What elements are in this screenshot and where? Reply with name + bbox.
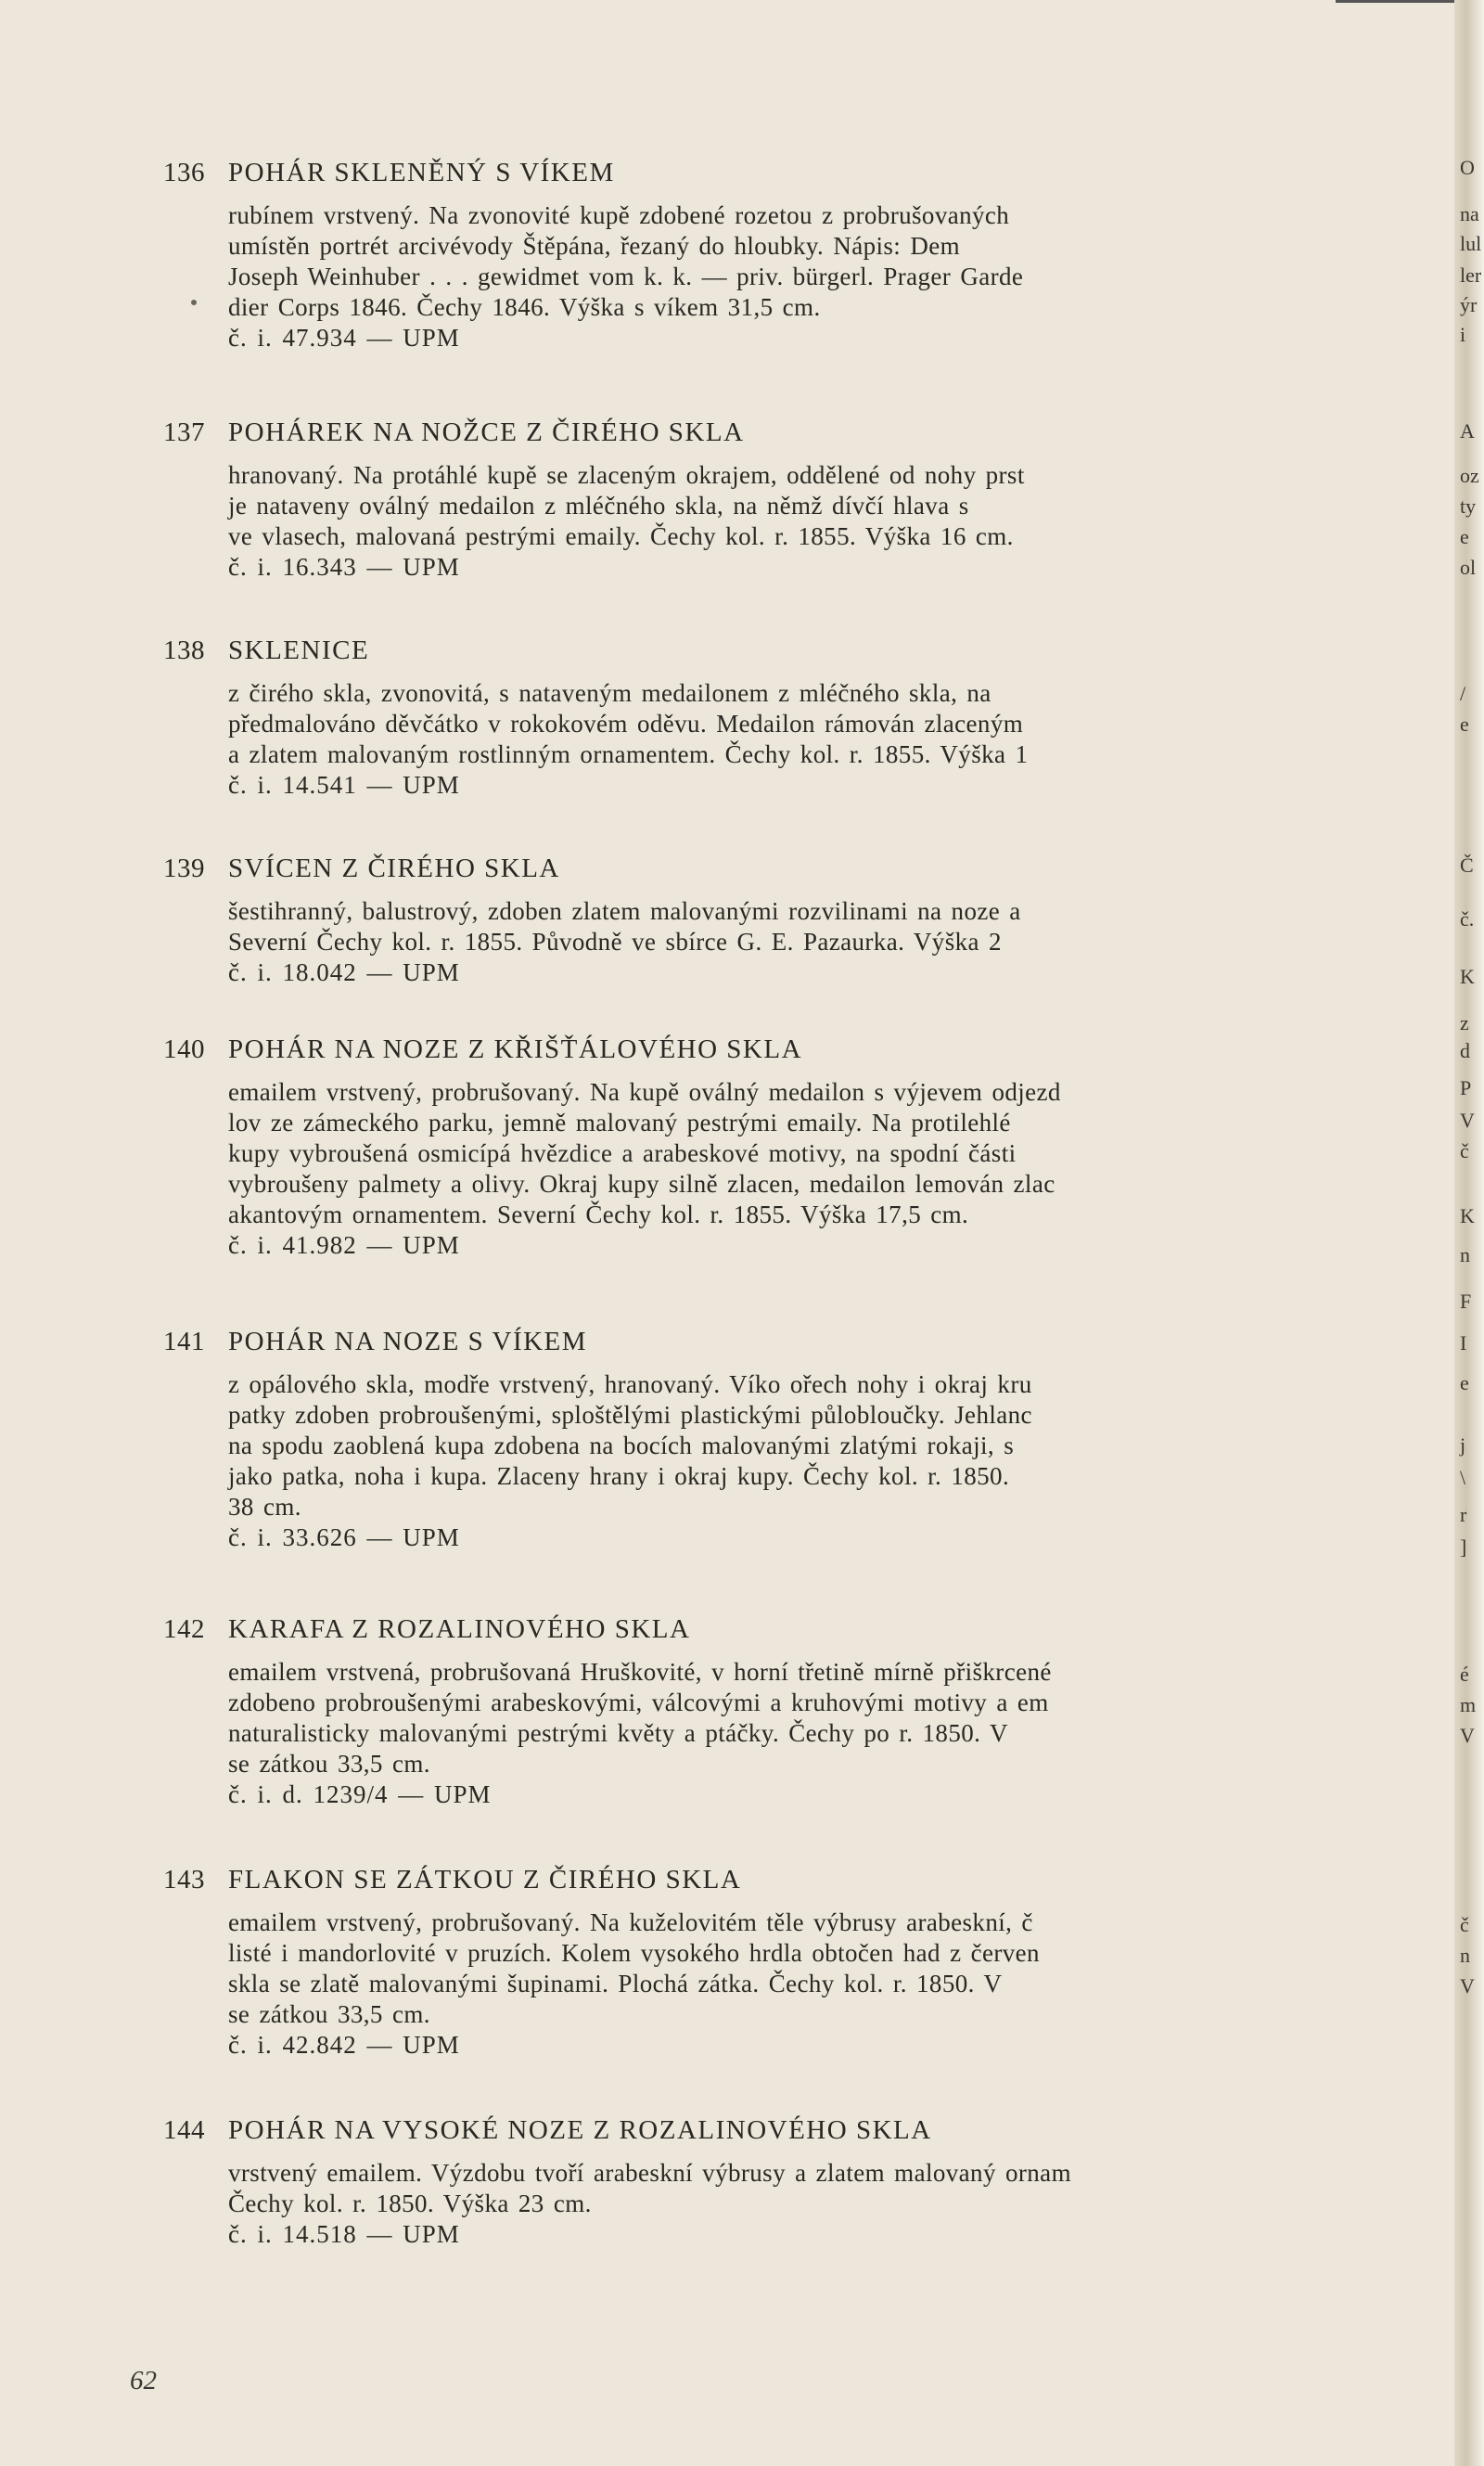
description-line: Čechy kol. r. 1850. Výška 23 cm. (228, 2190, 592, 2217)
description-line: dier Corps 1846. Čechy 1846. Výška s víkem 31,5 cm. (228, 293, 821, 321)
margin-fragment: / (1460, 682, 1466, 705)
entry-title: SKLENICE (228, 636, 370, 665)
entry-description (228, 200, 1484, 353)
entry-title: POHÁREK NA NOŽCE Z ČIRÉHO SKLA (228, 417, 745, 447)
entry-number: 141 (163, 1327, 205, 1356)
margin-fragment: e (1460, 713, 1469, 736)
margin-fragment: V (1460, 1109, 1475, 1132)
margin-fragment: V (1460, 1974, 1475, 1997)
entry-number: 140 (163, 1034, 205, 1064)
margin-fragment: V (1460, 1724, 1475, 1747)
margin-fragment: ty (1460, 494, 1477, 518)
margin-fragment: z (1460, 1011, 1469, 1034)
entry-title: POHÁR NA NOZE Z KŘIŠŤÁLOVÉHO SKLA (228, 1034, 803, 1064)
entry-number: 143 (163, 1865, 205, 1894)
description-line: emailem vrstvený, probrušovaný. Na kuželovitém těle výbrusy arabeskní, č (228, 1908, 1033, 1936)
description-line: zdobeno probroušenými arabeskovými, válcovými a kruhovými motivy a em (228, 1689, 1049, 1716)
description-line: šestihranný, balustrový, zdoben zlatem malovanými rozvilinami na noze a (228, 897, 1021, 925)
entry-title: KARAFA Z ROZALINOVÉHO SKLA (228, 1614, 691, 1644)
margin-fragment: r (1460, 1503, 1467, 1526)
margin-fragment: ýr (1460, 293, 1478, 316)
entry-number: 139 (163, 854, 205, 883)
entry-title: FLAKON SE ZÁTKOU Z ČIRÉHO SKLA (228, 1865, 742, 1894)
inventory-number: č. i. 16.343 — UPM (228, 553, 460, 581)
margin-fragment: F (1460, 1290, 1472, 1313)
description-line: naturalisticky malovanými pestrými květy a ptáčky. Čechy po r. 1850. V (228, 1719, 1008, 1747)
margin-fragment: P (1460, 1076, 1472, 1099)
bullet-mark (191, 300, 197, 305)
entry-number: 137 (163, 417, 205, 447)
description-line: ve vlasech, malovaná pestrými emaily. Čechy kol. r. 1855. Výška 16 cm. (228, 522, 1014, 550)
description-line: emailem vrstvený, probrušovaný. Na kupě oválný medailon s výjevem odjezd (228, 1078, 1061, 1106)
description-line: umístěn portrét arcivévody Štěpána, řezaný do hloubky. Nápis: Dem (228, 232, 961, 260)
entry-title: POHÁR SKLENĚNÝ S VÍKEM (228, 158, 615, 187)
description-line: Joseph Weinhuber . . . gewidmet vom k. k. — priv. bürgerl. Prager Garde (228, 263, 1024, 290)
inventory-number: č. i. d. 1239/4 — UPM (228, 1780, 492, 1808)
margin-fragment: e (1460, 525, 1469, 548)
inventory-number: č. i. 47.934 — UPM (228, 324, 460, 352)
entry-number: 142 (163, 1614, 205, 1644)
margin-fragment: I (1460, 1331, 1467, 1355)
entry-description (228, 1657, 1484, 1810)
description-line: vybroušeny palmety a olivy. Okraj kupy silně zlacen, medailon lemován zlac (228, 1170, 1055, 1198)
entry-description (228, 1077, 1484, 1261)
description-line: se zátkou 33,5 cm. (228, 1750, 430, 1778)
inventory-number: č. i. 18.042 — UPM (228, 958, 460, 986)
entry-number: 144 (163, 2115, 205, 2145)
description-line: a zlatem malovaným rostlinným ornamentem. Čechy kol. r. 1855. Výška 1 (228, 740, 1029, 768)
entry-title: SVÍCEN Z ČIRÉHO SKLA (228, 854, 560, 883)
entry-description (228, 2158, 1484, 2250)
margin-fragment: ol (1460, 556, 1477, 579)
entry-description (228, 1369, 1484, 1553)
entry-description (228, 896, 1484, 988)
margin-fragment: é (1460, 1663, 1469, 1686)
entry-number: 136 (163, 158, 205, 187)
description-line: z opálového skla, modře vrstvený, hranovaný. Víko ořech nohy i okraj kru (228, 1370, 1032, 1398)
margin-fragment: č (1460, 1139, 1469, 1162)
margin-fragment: O (1460, 156, 1475, 179)
margin-fragment: lul (1460, 232, 1482, 255)
entry-description (228, 1907, 1484, 2061)
entry-description (228, 678, 1484, 801)
description-line: akantovým ornamentem. Severní Čechy kol. r. 1855. Výška 17,5 cm. (228, 1201, 969, 1228)
inventory-number: č. i. 41.982 — UPM (228, 1231, 460, 1259)
description-line: jako patka, noha i kupa. Zlaceny hrany i okraj kupy. Čechy kol. r. 1850. (228, 1462, 1010, 1490)
description-line: vrstvený emailem. Výzdobu tvoří arabeskní výbrusy a zlatem malovaný ornam (228, 2159, 1071, 2187)
margin-fragment: \ (1460, 1466, 1466, 1489)
margin-fragment: Č (1460, 854, 1474, 877)
entry-title: POHÁR NA NOZE S VÍKEM (228, 1327, 588, 1356)
description-line: hranovaný. Na protáhlé kupě se zlaceným okrajem, oddělené od nohy prst (228, 461, 1025, 489)
description-line: lov ze zámeckého parku, jemně malovaný pestrými emaily. Na protilehlé (228, 1109, 1011, 1137)
description-line: kupy vybroušená osmicípá hvězdice a arabeskové motivy, na spodní části (228, 1139, 1017, 1167)
description-line: na spodu zaoblená kupa zdobena na bocích malovanými zlatými rokaji, s (228, 1432, 1015, 1459)
inventory-number: č. i. 14.518 — UPM (228, 2220, 460, 2248)
description-line: se zátkou 33,5 cm. (228, 2000, 430, 2028)
inventory-number: č. i. 42.842 — UPM (228, 2031, 460, 2059)
description-line: 38 cm. (228, 1493, 301, 1521)
inventory-number: č. i. 33.626 — UPM (228, 1523, 460, 1551)
margin-fragment: ler (1460, 263, 1482, 287)
description-line: patky zdoben probroušenými, sploštělými plastickými půlobloučky. Jehlanc (228, 1401, 1032, 1429)
description-line: předmalováno děvčátko v rokokovém oděvu. Medailon rámován zlaceným (228, 710, 1024, 738)
margin-fragment: č (1460, 1913, 1469, 1936)
margin-fragment: n (1460, 1243, 1470, 1266)
inventory-number: č. i. 14.541 — UPM (228, 771, 460, 799)
margin-fragment: m (1460, 1693, 1477, 1716)
margin-fragment: d (1460, 1039, 1470, 1062)
facing-page-margin (1458, 0, 1484, 2466)
margin-fragment: K (1460, 965, 1475, 988)
description-line: Severní Čechy kol. r. 1855. Původně ve sbírce G. E. Pazaurka. Výška 2 (228, 928, 1002, 956)
description-line: emailem vrstvená, probrušovaná Hruškovité, v horní třetině mírně přiškrcené (228, 1658, 1052, 1686)
margin-fragment: n (1460, 1944, 1470, 1967)
margin-fragment: oz (1460, 464, 1479, 487)
description-line: rubínem vrstvený. Na zvonovité kupě zdobené rozetou z probrušovaných (228, 201, 1010, 229)
entry-description (228, 460, 1484, 583)
description-line: listé i mandorlovité v pruzích. Kolem vysokého hrdla obtočen had z červen (228, 1939, 1040, 1967)
margin-fragment: A (1460, 419, 1475, 443)
margin-fragment: ] (1460, 1535, 1467, 1559)
entry-title: POHÁR NA VYSOKÉ NOZE Z ROZALINOVÉHO SKLA (228, 2115, 932, 2145)
margin-fragment: i (1460, 323, 1466, 346)
entry-number: 138 (163, 636, 205, 665)
margin-fragment: j (1460, 1433, 1466, 1457)
margin-fragment: č. (1460, 907, 1475, 931)
description-line: skla se zlatě malovanými šupinami. Plochá zátka. Čechy kol. r. 1850. V (228, 1970, 1003, 1997)
margin-fragment: K (1460, 1204, 1475, 1227)
margin-fragment: na (1460, 202, 1479, 225)
margin-fragment: e (1460, 1371, 1469, 1394)
description-line: je nataveny oválný medailon z mléčného skla, na němž dívčí hlava s (228, 492, 969, 520)
description-line: z čirého skla, zvonovitá, s nataveným medailonem z mléčného skla, na (228, 679, 991, 707)
page-number: 62 (130, 2366, 157, 2395)
